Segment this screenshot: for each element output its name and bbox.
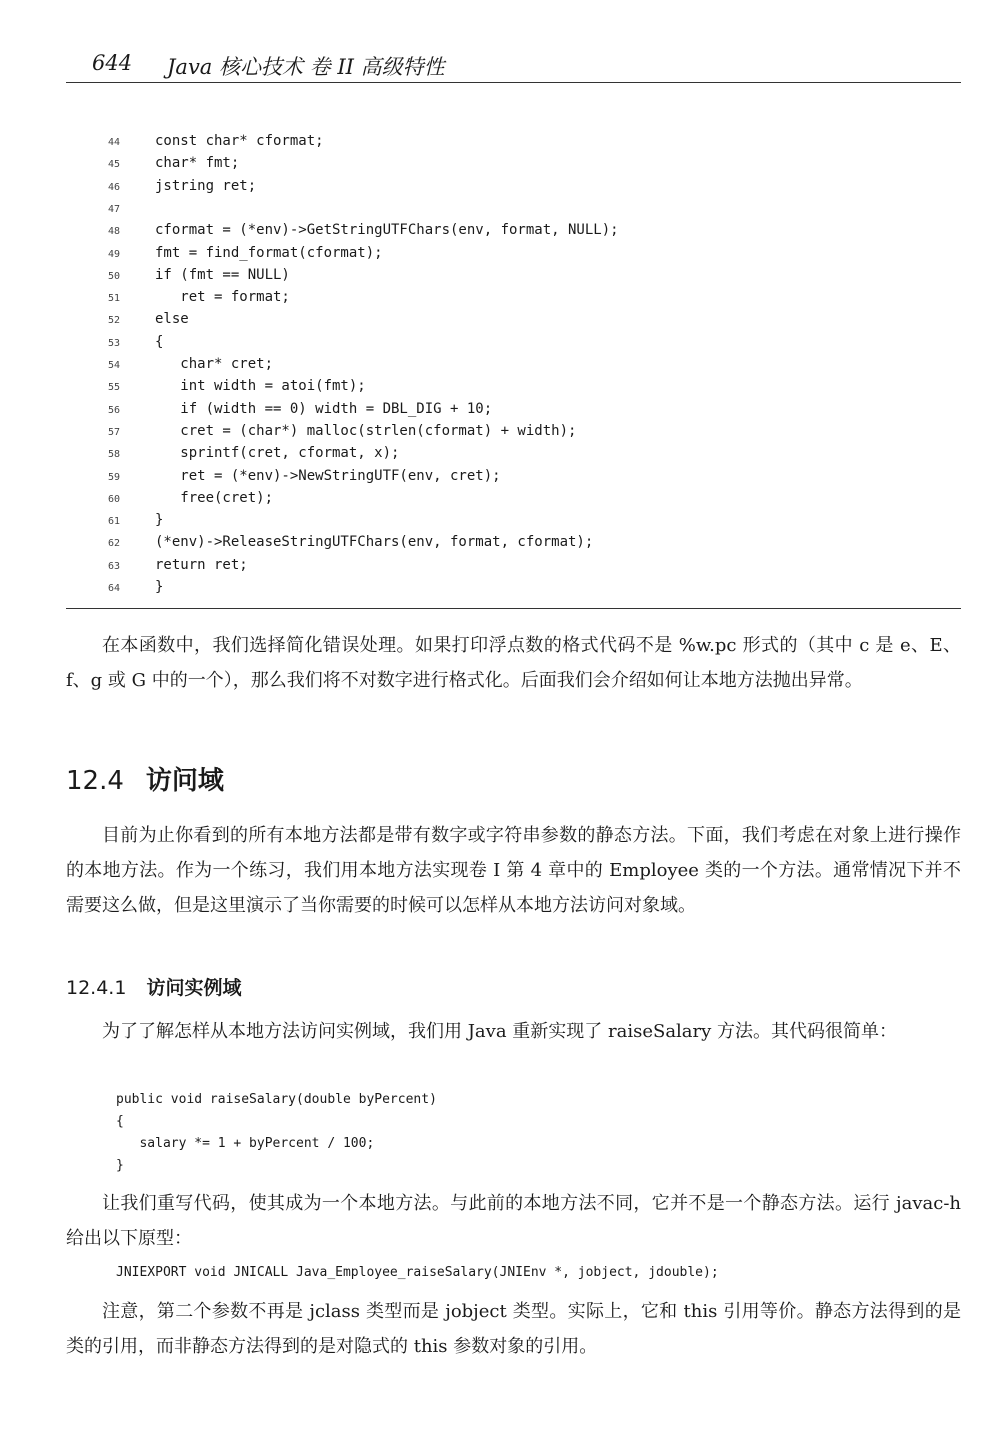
code-line: [66, 531, 593, 553]
code-line: [66, 576, 163, 598]
line-number: 47: [108, 203, 121, 215]
code-line: [66, 175, 256, 197]
page-header: [66, 44, 961, 83]
code-line: [66, 219, 619, 241]
paragraph-jobject: 注意，第二个参数不再是 jclass 类型而是 jobject 类型。实际上，它和 this 引用等价。静态方法得到的是类的引用，而非静态方法得到的是对隐式的 this 参数对象的引用。: [66, 1301, 961, 1357]
code-text: char* cret;: [155, 356, 274, 372]
line-number: 63: [108, 560, 121, 572]
code-text: jstring ret;: [155, 177, 257, 194]
code-text: }: [155, 512, 164, 529]
line-number: 64: [108, 583, 121, 594]
code-text: cformat = (*env)->GetStringUTFChars(env, format, NULL);: [155, 222, 619, 239]
code-line: [66, 420, 576, 442]
code-line: [66, 197, 155, 219]
code-snippet-prototype: JNIEXPORT void JNICALL Java_Employee_raiseSalary(JNIEnv *, jobject, jdouble);: [116, 1265, 719, 1280]
line-number: 56: [108, 404, 121, 416]
code-text: fmt = find_format(cformat);: [155, 244, 383, 261]
code-line: [66, 152, 239, 174]
code-text: {: [155, 333, 164, 350]
code-line: [66, 487, 273, 509]
line-number: 52: [108, 315, 121, 327]
code-line: [66, 242, 383, 264]
line-number: 49: [108, 248, 121, 260]
code-text: (*env)->ReleaseStringUTFChars(env, format, cformat);: [155, 534, 594, 551]
code-text: if (width == 0) width = DBL_DIG + 10;: [155, 400, 493, 417]
section-heading: [66, 760, 224, 797]
code-text: return ret;: [155, 556, 248, 573]
line-number: 61: [108, 516, 121, 528]
line-number: 44: [108, 137, 121, 148]
code-text: else: [155, 311, 189, 328]
book-title: Java 核心技术 卷 II 高级特性: [167, 55, 445, 79]
code-text: int width = atoi(fmt);: [155, 378, 366, 395]
subsection-number: 12.4.1: [66, 977, 127, 999]
code-listing: [66, 130, 961, 609]
code-line: [66, 264, 290, 286]
line-number: 48: [108, 226, 121, 238]
code-text: free(cret);: [155, 489, 274, 506]
line-number: 57: [108, 426, 121, 438]
code-line: [66, 442, 399, 464]
code-line: [66, 331, 163, 353]
code-line: [66, 308, 189, 330]
paragraph-raise-salary: 为了了解怎样从本地方法访问实例域，我们用 Java 重新实现了 raiseSalary 方法。其代码很简单：: [102, 1021, 898, 1042]
code-snippet-java: public void raiseSalary(double byPercent) { salary *= 1 + byPercent / 100; }: [116, 1092, 437, 1173]
section-title: 访问域: [145, 766, 224, 796]
code-line: [66, 353, 273, 375]
line-number: 55: [108, 382, 121, 394]
code-line: [66, 286, 290, 308]
paragraph-native-method: 让我们重写代码，使其成为一个本地方法。与此前的本地方法不同，它并不是一个静态方法。运行 javac-h 给出以下原型：: [66, 1193, 961, 1249]
page-number: 644: [92, 51, 133, 75]
code-text: sprintf(cret, cformat, x);: [155, 445, 400, 462]
code-text: const char* cformat;: [155, 133, 324, 149]
line-number: 60: [108, 493, 121, 505]
line-number: 45: [108, 159, 121, 171]
code-line: [66, 554, 248, 576]
code-text: cret = (char*) malloc(strlen(cformat) + width);: [155, 422, 577, 439]
code-line: [66, 130, 324, 152]
section-number: 12.4: [66, 766, 124, 796]
subsection-heading: [66, 973, 241, 1000]
line-number: 53: [108, 337, 121, 349]
code-line: [66, 398, 492, 420]
code-line: [66, 465, 501, 487]
line-number: 51: [108, 293, 121, 305]
line-number: 54: [108, 360, 121, 371]
code-line: [66, 509, 163, 531]
line-number: 46: [108, 181, 121, 193]
code-text: ret = format;: [155, 289, 290, 306]
line-number: 62: [108, 538, 121, 550]
code-text: }: [155, 579, 164, 595]
paragraph-error-handling: 在本函数中，我们选择简化错误处理。如果打印浮点数的格式代码不是 %w.pc 形式的（其中 c 是 e、E、f、g 或 G 中的一个），那么我们将不对数字进行格式化。后面我们会介绍如何让本地方法抛出异常。: [66, 635, 961, 691]
code-text: char* fmt;: [155, 155, 240, 172]
code-text: if (fmt == NULL): [155, 266, 290, 283]
paragraph-intro: 目前为止你看到的所有本地方法都是带有数字或字符串参数的静态方法。下面，我们考虑在对象上进行操作的本地方法。作为一个练习，我们用本地方法实现卷 I 第 4 章中的 Employee 类的一个方法。通常情况下并不需要这么做，但是这里演示了当你需要的时候可以怎样从本地方法访问对象域。: [66, 825, 961, 916]
line-number: 59: [108, 471, 121, 483]
line-number: 58: [108, 449, 121, 461]
line-number: 50: [108, 270, 121, 282]
code-line: [66, 375, 366, 397]
code-text: ret = (*env)->NewStringUTF(env, cret);: [155, 467, 501, 484]
subsection-title: 访问实例域: [146, 977, 242, 999]
